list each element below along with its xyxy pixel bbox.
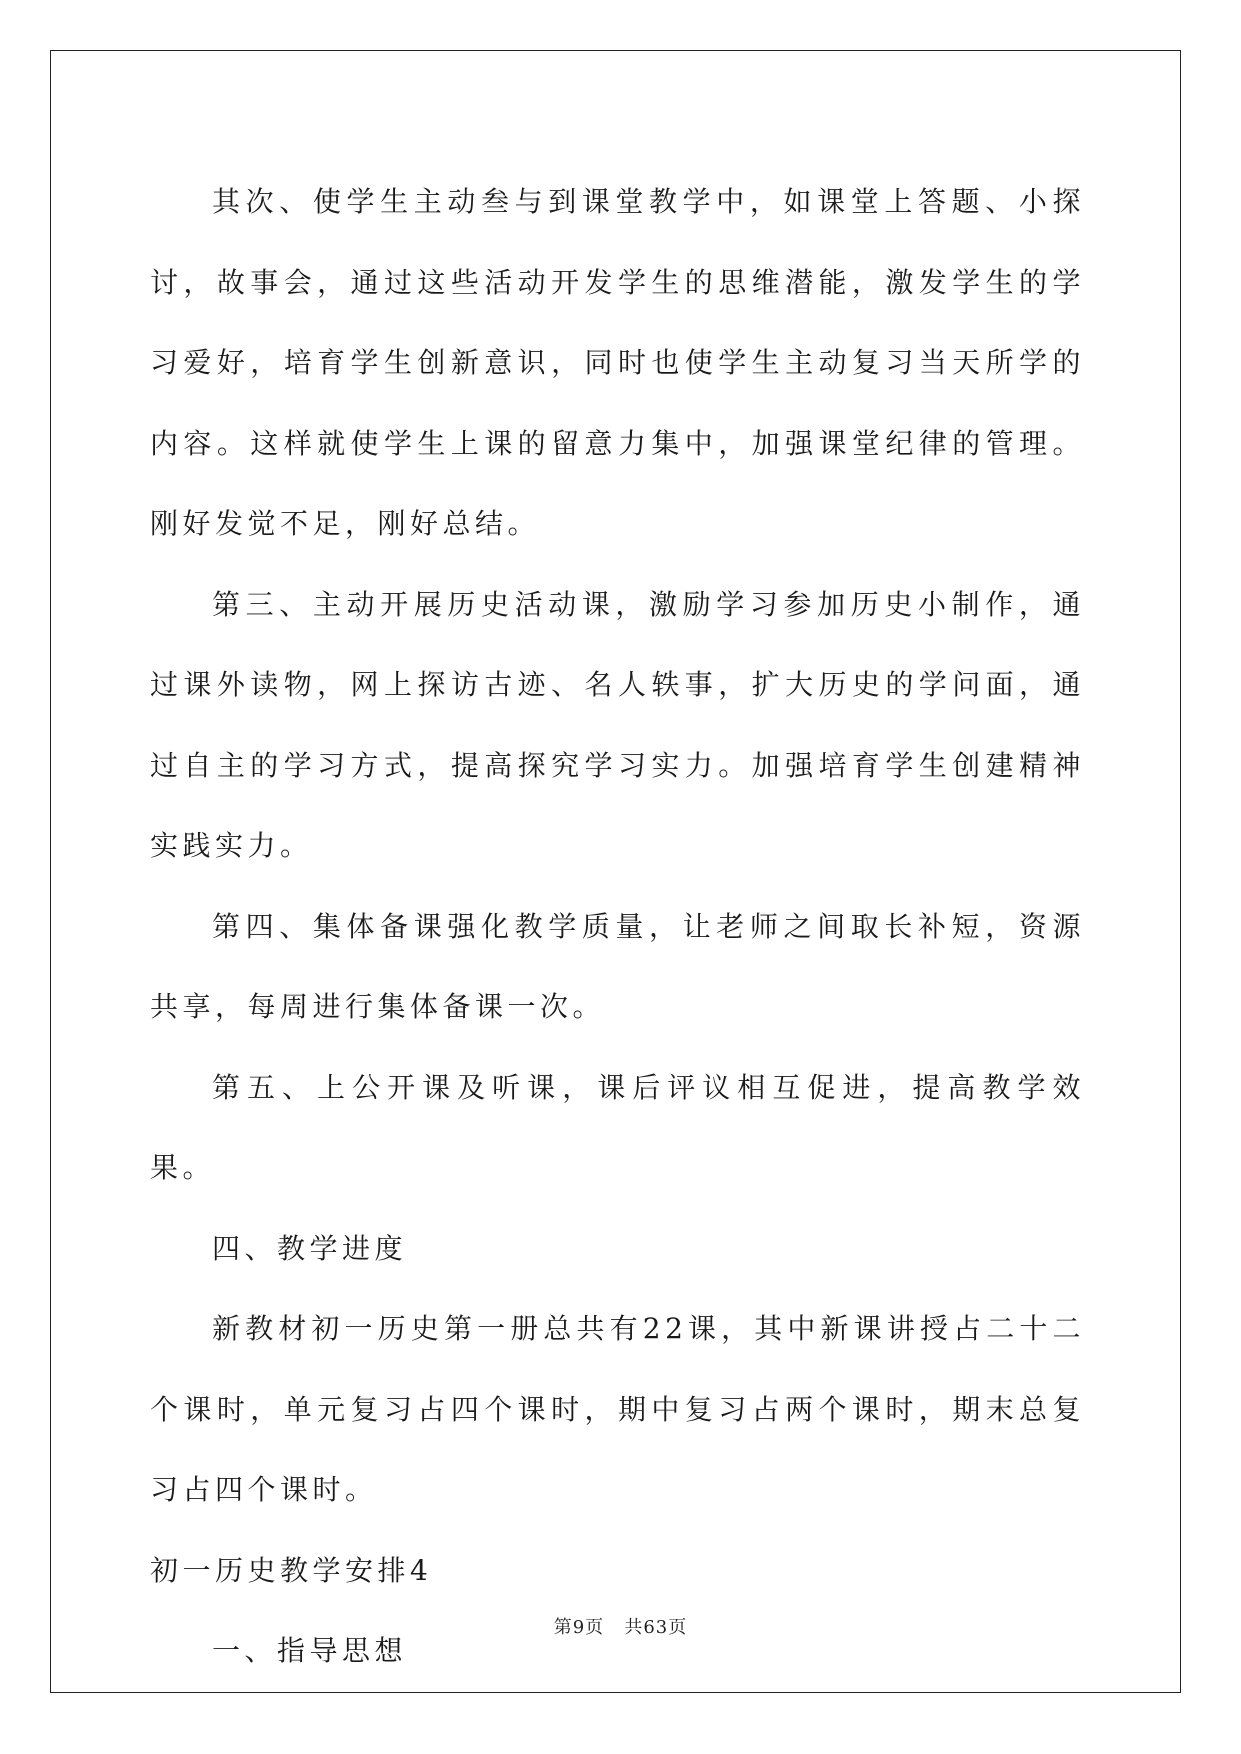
section-heading-guiding: 一、指导思想 (212, 1634, 408, 1667)
document-title: 初一历史教学安排4 (150, 1553, 433, 1587)
paragraph-3: 第四、集体备课强化教学质量，让老师之间取长补短，资源共享，每周进行集体备课一次。 (150, 909, 1085, 1023)
page-number: 第9页 (553, 1617, 605, 1638)
paragraph-1: 其次、使学生主动叁与到课堂教学中，如课堂上答题、小探讨，故事会，通过这些活动开发学生的思维潜能，激发学生的学习爱好，培育学生创新意识，同时也使学生主动复习当天所学的内容。这样就使学生上课的留意力集中，加强课堂纪律的管理。刚好发觉不足，刚好总结。 (150, 185, 1085, 540)
paragraph-5: 新教材初一历史第一册总共有22课，其中新课讲授占二十二个课时，单元复习占四个课时，期中复习占两个课时，期末总复习占四个课时。 (150, 1312, 1085, 1506)
paragraph-4: 第五、上公开课及听课，课后评议相互促进，提高教学效果。 (150, 1070, 1085, 1184)
document-body (150, 162, 1085, 1692)
paragraph-2: 第三、主动开展历史活动课，激励学习参加历史小制作，通过课外读物，网上探访古迹、名人轶事，扩大历史的学问面，通过自主的学习方式，提高探究学习实力。加强培育学生创建精神实践实力。 (150, 587, 1085, 862)
page-total: 共63页 (624, 1617, 688, 1638)
page-footer (0, 1613, 1241, 1639)
section-heading-progress: 四、教学进度 (212, 1231, 408, 1265)
